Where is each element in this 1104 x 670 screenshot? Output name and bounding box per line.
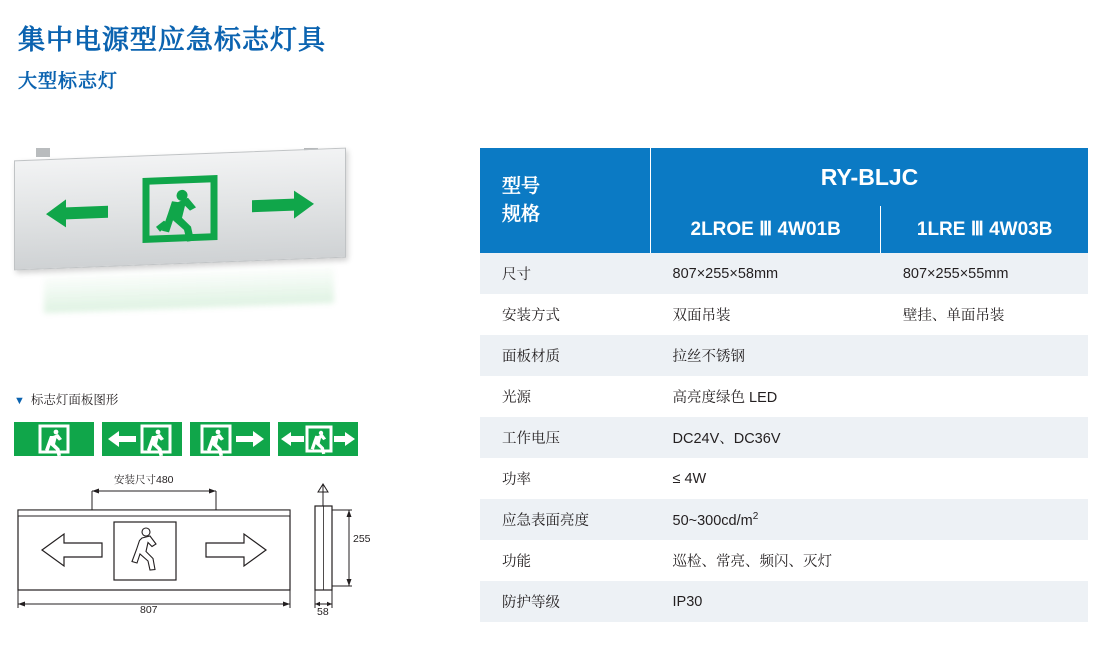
depth-dimension-label: 58 — [317, 606, 329, 618]
panel-graphics-heading — [14, 390, 118, 408]
row-label-size: 尺寸 — [502, 267, 531, 283]
product-photo — [14, 144, 354, 279]
series-name: RY-BLJC — [651, 148, 1089, 206]
page-title: 集中电源型应急标志灯具 — [18, 25, 326, 55]
table-row — [480, 499, 1088, 540]
thumb-left-arrow-running-man[interactable] — [102, 422, 182, 456]
table-row — [480, 458, 1088, 499]
front-dimension-drawing — [10, 470, 310, 625]
table-header-row-series — [480, 148, 1088, 206]
row-label-voltage: 工作电压 — [502, 431, 560, 447]
model-code-1: 2LROE Ⅲ 4W01B — [651, 206, 881, 253]
hanger-tab-left — [36, 148, 50, 157]
row-value-light-source: 高亮度绿色 LED — [672, 390, 778, 406]
running-man-right-arrow-icon — [190, 422, 270, 456]
exit-sign-face — [40, 171, 320, 248]
row-label-luminance: 应急表面亮度 — [502, 513, 589, 529]
right-arrow-icon — [252, 187, 314, 223]
thumb-running-man[interactable] — [14, 422, 94, 456]
left-column — [0, 130, 455, 660]
luminance-value-text: 50~300cd/m — [672, 512, 753, 529]
side-drawing-svg — [305, 470, 395, 625]
row-label-ip-rating: 防护等级 — [502, 595, 560, 611]
left-arrow-running-man-right-arrow-icon — [278, 422, 358, 456]
row-value-size-1: 807×255×58mm — [672, 265, 779, 282]
row-label-light-source: 光源 — [502, 390, 531, 406]
luminance-superscript: 2 — [752, 510, 759, 522]
running-man-icon — [142, 175, 218, 244]
spec-label: 规格 — [502, 203, 541, 225]
row-label-power: 功率 — [502, 472, 531, 488]
model-spec-header — [480, 148, 651, 253]
table-row — [480, 294, 1088, 335]
specification-table — [480, 148, 1088, 622]
table-row — [480, 540, 1088, 581]
photo-reflection — [44, 263, 334, 313]
chevron-down-icon: ▼ — [14, 395, 25, 407]
page-subtitle: 大型标志灯 — [18, 71, 119, 92]
thumb-left-arrow-running-man-right-arrow[interactable] — [278, 422, 358, 456]
model-label: 型号 — [502, 175, 541, 197]
row-label-function: 功能 — [502, 554, 531, 570]
mounting-dimension-label: 安装尺寸480 — [114, 474, 174, 486]
row-label-panel-material: 面板材质 — [502, 349, 560, 365]
row-value-ip-rating: IP30 — [672, 593, 703, 610]
row-value-voltage: DC24V、DC36V — [672, 431, 781, 447]
row-value-mounting-1: 双面吊装 — [672, 308, 731, 324]
row-value-size-2: 807×255×55mm — [902, 265, 1009, 282]
height-dimension-label: 255 — [353, 533, 371, 545]
left-arrow-running-man-icon — [102, 422, 182, 456]
table-row — [480, 581, 1088, 622]
row-value-function: 巡检、常亮、频闪、灭灯 — [672, 554, 832, 570]
panel-graphics-label: 标志灯面板图形 — [30, 393, 119, 407]
table-row — [480, 335, 1088, 376]
running-man-icon — [14, 422, 94, 456]
table-row — [480, 417, 1088, 458]
row-value-power: ≤ 4W — [672, 470, 707, 487]
panel-graphic-thumbs — [14, 422, 358, 456]
row-label-mounting: 安装方式 — [502, 308, 560, 324]
front-drawing-svg — [10, 470, 310, 625]
model-code-2: 1LRE Ⅲ 4W03B — [881, 206, 1088, 253]
left-arrow-icon — [46, 195, 108, 231]
row-value-panel-material: 拉丝不锈钢 — [672, 349, 745, 365]
thumb-running-man-right-arrow[interactable] — [190, 422, 270, 456]
side-dimension-drawing — [305, 470, 395, 625]
row-value-luminance — [651, 499, 1089, 540]
table-row — [480, 253, 1088, 294]
row-value-mounting-2: 壁挂、单面吊装 — [902, 308, 1005, 324]
width-dimension-label: 807 — [140, 604, 158, 616]
table-row — [480, 376, 1088, 417]
